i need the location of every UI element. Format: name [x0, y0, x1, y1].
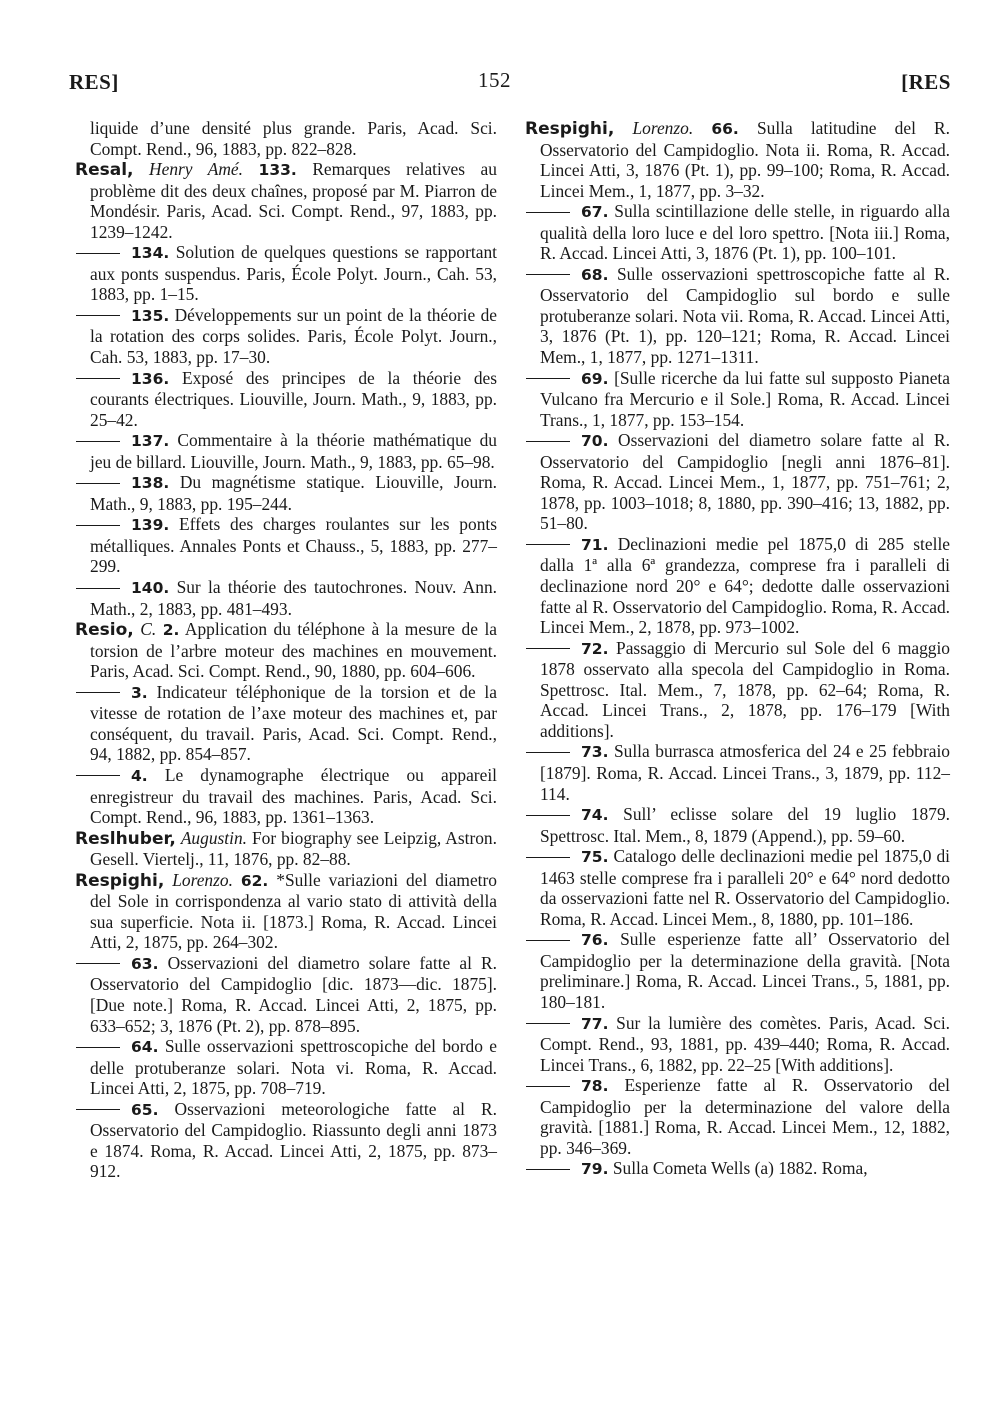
ditto-dash [526, 815, 570, 816]
ditto-dash [526, 212, 570, 213]
bibliography-entry [540, 1013, 950, 1076]
entry-number: 67. [581, 203, 609, 222]
author-surname: Resio, [75, 620, 134, 641]
entry-number: 78. [581, 1077, 609, 1096]
bibliography-entry [75, 827, 497, 870]
author-given-name: Henry Amé. [149, 159, 243, 180]
bibliography-entry [540, 741, 950, 804]
entry-number: 68. [581, 265, 609, 284]
entry-number: 62. [240, 871, 269, 890]
entry-number: 133. [258, 161, 297, 180]
bibliography-entry [90, 953, 497, 1036]
entry-text: Osservazioni meteorologiche fatte al R. Osservatorio del Campidoglio. Riassunto degli anni 1873 e 1874. Roma, R. Accad. Lincei Atti, 2, 1875, pp. 873–912. [90, 1098, 497, 1182]
bibliography-entry [90, 682, 497, 765]
ditto-dash [76, 588, 120, 589]
entry-text: Sulla scintillazione delle stelle, in riguardo alla qualità della loro luce e del loro spettro. [Nota iii.] Roma, R. Accad. Lincei Atti, 3, 1876 (Pt. 1), pp. 100–101. [540, 201, 950, 264]
ditto-dash [526, 1086, 570, 1087]
author-given-name: Lorenzo. [632, 118, 694, 138]
entry-number: 64. [131, 1038, 159, 1057]
bibliography-entry [90, 514, 497, 577]
entry-text: Sur la théorie des tautochrones. Nouv. Ann. Math., 2, 1883, pp. 481–493. [90, 577, 497, 619]
author-surname: Resal, [75, 160, 134, 181]
entry-number: 74. [581, 806, 609, 825]
entry-text: Sulla burrasca atmosferica del 24 e 25 febbraio [1879]. Roma, R. Accad. Lincei Trans., 3, 1879, pp. 112–114. [540, 741, 950, 804]
bibliography-entry [90, 472, 497, 514]
entry-number: 63. [131, 954, 159, 973]
bibliography-entry [540, 804, 950, 846]
running-head-right: [RES [901, 70, 951, 94]
entry-number: 72. [581, 639, 609, 658]
entry-text: Sulle osservazioni spettroscopiche del bordo e delle protuberanze solari. Nota vi. Roma, R. Accad. Lincei Atti, 2, 1875, pp. 708–719. [90, 1036, 497, 1099]
entry-number: 4. [131, 766, 148, 785]
ditto-dash [76, 483, 120, 484]
entry-number: 2. [162, 621, 180, 640]
entry-text: liquide d’une densité plus grande. Paris, Acad. Sci. Compt. Rend., 96, 1883, pp. 822–828. [90, 118, 497, 159]
entry-number: 71. [581, 535, 609, 554]
author-surname: Respighi, [75, 870, 165, 891]
entry-number: 77. [581, 1014, 609, 1033]
entry-text: Sur la lumière des comètes. Paris, Acad. Sci. Compt. Rend., 93, 1881, pp. 439–440; Roma, R. Accad. Lincei Trans., 6, 1882, pp. 22–25 [With additions]. [540, 1012, 950, 1075]
entry-text: Esperienze fatte al R. Osservatorio del Campidoglio per la determinazione del valore della gravità. [1881.] Roma, R. Accad. Lincei Mem., 12, 1882, pp. 346–369. [540, 1075, 950, 1158]
bibliography-entry [525, 118, 951, 201]
entry-text: Effets des charges roulantes sur les ponts métalliques. Annales Ponts et Chauss., 5, 1883, pp. 277–299. [90, 514, 497, 577]
bibliography-entry [90, 242, 497, 305]
ditto-dash [76, 378, 120, 379]
bibliography-entry [90, 1036, 497, 1099]
entry-number: 75. [581, 848, 609, 867]
entry-number: 73. [581, 743, 609, 762]
ditto-dash [76, 315, 120, 316]
ditto-dash [526, 752, 570, 753]
entry-text: Sull’ eclisse solare del 19 luglio 1879. Spettrosc. Ital. Mem., 8, 1879 (Append.), pp. 59–60. [540, 804, 950, 846]
entry-number: 140. [131, 579, 170, 598]
entry-number: 134. [131, 244, 170, 263]
bibliography-entry [90, 305, 497, 368]
author-surname: Respighi, [525, 119, 615, 139]
bibliography-entry [90, 577, 497, 619]
entry-text: Du magnétisme statique. Liouville, Journ. Math., 9, 1883, pp. 195–244. [90, 472, 497, 514]
bibliography-entry [540, 1075, 950, 1158]
ditto-dash [526, 940, 570, 941]
entry-number: 139. [131, 516, 170, 535]
ditto-dash [526, 441, 570, 442]
bibliography-entry [90, 118, 497, 159]
ditto-dash [76, 692, 120, 693]
ditto-dash [76, 525, 120, 526]
entry-number: 70. [581, 432, 609, 451]
entry-number: 79. [581, 1160, 609, 1179]
entry-text: For biography see Leipzig, Astron. Gesell. Viertelj., 11, 1876, pp. 82–88. [90, 827, 497, 870]
ditto-dash [76, 1047, 120, 1048]
bibliography-entry [540, 638, 950, 742]
bibliography-entry [90, 368, 497, 431]
ditto-dash [526, 274, 570, 275]
author-surname: Reslhuber, [75, 828, 176, 849]
entry-number: 138. [131, 474, 170, 493]
entry-text: [Sulle ricerche da lui fatte sul supposto Pianeta Vulcano fra Mercurio e il Sole.] Roma, R. Accad. Lincei Trans., 1, 1877, pp. 153–154. [540, 367, 950, 430]
author-given-name: Lorenzo. [172, 869, 233, 890]
entry-text: Développements sur un point de la théorie de la rotation des corps solides. Paris, École Polyt. Journ., Cah. 53, 1883, pp. 17–30. [90, 304, 497, 368]
bibliography-entry [540, 430, 950, 534]
entry-text: Remarques relatives au problème dit des deux chaînes, proposé par M. Piarron de Mondésir. Paris, Acad. Sci. Compt. Rend., 97, 1883, pp. 1239–1242. [90, 159, 497, 242]
bibliography-entry [540, 201, 950, 264]
author-given-name: Augustin. [180, 827, 247, 848]
bibliography-entry [75, 619, 497, 682]
entry-number: 137. [131, 432, 170, 451]
bibliography-entry [540, 368, 950, 431]
ditto-dash [526, 378, 570, 379]
entry-text: Sulla Cometa Wells (a) 1882. Roma, [612, 1158, 868, 1179]
bibliography-entry [540, 534, 950, 638]
entry-text: Catalogo delle declinazioni medie pel 1875,0 di 1463 stelle comprese fra i paralleli 20° e 64° nord dedotto da osservazioni fatte nel R. Osservatorio del Campidoglio. Roma, R. Accad. Lincei Mem., 8, 1880, pp. 101–186. [540, 846, 950, 929]
entry-text: Application du téléphone à la mesure de la torsion de l’arbre moteur des machines en mouvement. Paris, Acad. Sci. Compt. Rend., 90, 1880, pp. 604–606. [90, 619, 497, 682]
left-column [75, 118, 498, 1182]
bibliography-entry [75, 159, 497, 242]
author-given-name: C. [140, 619, 157, 640]
entry-number: 136. [131, 369, 170, 388]
entry-text: Osservazioni del diametro solare fatte al R. Osservatorio del Campidoglio [negli anni 1876–81]. Roma, R. Accad. Lincei Mem., 1, 1877, pp. 751–761; 2, 1878, pp. 1003–1018; 8, 1880, pp. 390–416; 13, 1882, pp. 51–80. [540, 430, 950, 534]
entry-number: 69. [581, 369, 609, 388]
entry-number: 3. [131, 683, 148, 702]
entry-text: Commentaire à la théorie mathématique du jeu de billard. Liouville, Journ. Math., 9, 1883, pp. 65–98. [90, 430, 497, 472]
ditto-dash [526, 1023, 570, 1024]
entry-text: Sulla latitudine del R. Osservatorio del Campidoglio. Nota ii. Roma, R. Accad. Lincei Atti, 3, 1876 (Pt. 1), pp. 99–100; Roma, R. Accad. Lincei Mem., 1, 1877, pp. 3–32. [540, 118, 951, 201]
entry-text: Indicateur téléphonique de la torsion et de la vitesse de rotation de l’axe moteur des machines et, par conséquent, du travail. Paris, Acad. Sci. Compt. Rend., 94, 1882, pp. 854–857. [90, 681, 497, 765]
running-head-left: RES] [69, 70, 119, 94]
right-column [525, 118, 951, 1180]
ditto-dash [76, 441, 120, 442]
bibliography-entry [75, 869, 498, 953]
bibliography-entry [90, 430, 497, 472]
entry-number: 65. [131, 1100, 159, 1119]
page-number: 152 [478, 68, 511, 92]
bibliography-entry [540, 1158, 950, 1180]
entry-text: Passaggio di Mercurio sul Sole del 6 maggio 1878 osservato alla specola del Campidoglio in Roma. Spettrosc. Ital. Mem., 7, 1878, pp. 62–64; Roma, R. Accad. Lincei Trans., 2, 1878, pp. 176–179 [With additions]. [540, 637, 950, 741]
entry-text: Le dynamographe électrique ou appareil enregistreur du travail des machines. Paris, Acad. Sci. Compt. Rend., 96, 1883, pp. 1361–1363. [90, 764, 497, 828]
ditto-dash [526, 1169, 570, 1170]
entry-number: 66. [711, 120, 739, 138]
bibliography-entry [90, 1099, 497, 1182]
bibliography-entry [540, 264, 950, 368]
ditto-dash [76, 253, 120, 254]
entry-text: Declinazioni medie pel 1875,0 di 285 stelle dalla 1ª alla 6ª grandezza, comprese fra i paralleli di declinazione nord 20° e 64°; dedotte dalle osservazioni fatte al R. Osservatorio del Campidoglio. Roma, R. Accad. Lincei Mem., 2, 1878, pp. 973–1002. [540, 533, 950, 638]
bibliography-entry [90, 765, 497, 828]
ditto-dash [526, 648, 570, 649]
ditto-dash [76, 963, 120, 964]
entry-text: Sulle esperienze fatte all’ Osservatorio del Campidoglio per la determinazione della gravità. [Nota preliminare.] Roma, R. Accad. Lincei Trans., 5, 1881, pp. 180–181. [540, 929, 950, 1012]
entry-number: 135. [131, 306, 170, 325]
entry-text: Sulle osservazioni spettroscopiche fatte al R. Osservatorio del Campidoglio sul bordo e sulle protuberanze solari. Nota vii. Roma, R. Accad. Lincei Atti, 3, 1876 (Pt. 1), pp. 120–121; Roma, R. Accad. Lincei Mem., 1, 1877, pp. 1271–1311. [540, 263, 950, 368]
ditto-dash [526, 857, 570, 858]
entry-text: Solution de quelques questions se rapportant aux ponts suspendus. Paris, École Polyt. Journ., Cah. 53, 1883, pp. 1–15. [90, 242, 497, 305]
entry-number: 76. [581, 931, 609, 950]
entry-text: Exposé des principes de la théorie des courants électriques. Liouville, Journ. Math., 9, 1883, pp. 25–42. [90, 367, 497, 430]
ditto-dash [526, 544, 570, 545]
bibliography-entry [540, 929, 950, 1012]
ditto-dash [76, 775, 120, 776]
entry-text: Osservazioni del diametro solare fatte al R. Osservatorio del Campidoglio [dic. 1873—dic. 1875]. [Due note.] Roma, R. Accad. Lincei Atti, 2, 1875, pp. 633–652; 3, 1876 (Pt. 2), pp. 878–895. [90, 952, 497, 1036]
bibliography-entry [540, 846, 950, 929]
entry-text: *Sulle variazioni del diametro del Sole in corrispondenza al vario stato di attività della sua superficie. Nota ii. [1873.] Roma, R. Accad. Lincei Atti, 2, 1875, pp. 264–302. [90, 869, 498, 953]
ditto-dash [76, 1109, 120, 1110]
